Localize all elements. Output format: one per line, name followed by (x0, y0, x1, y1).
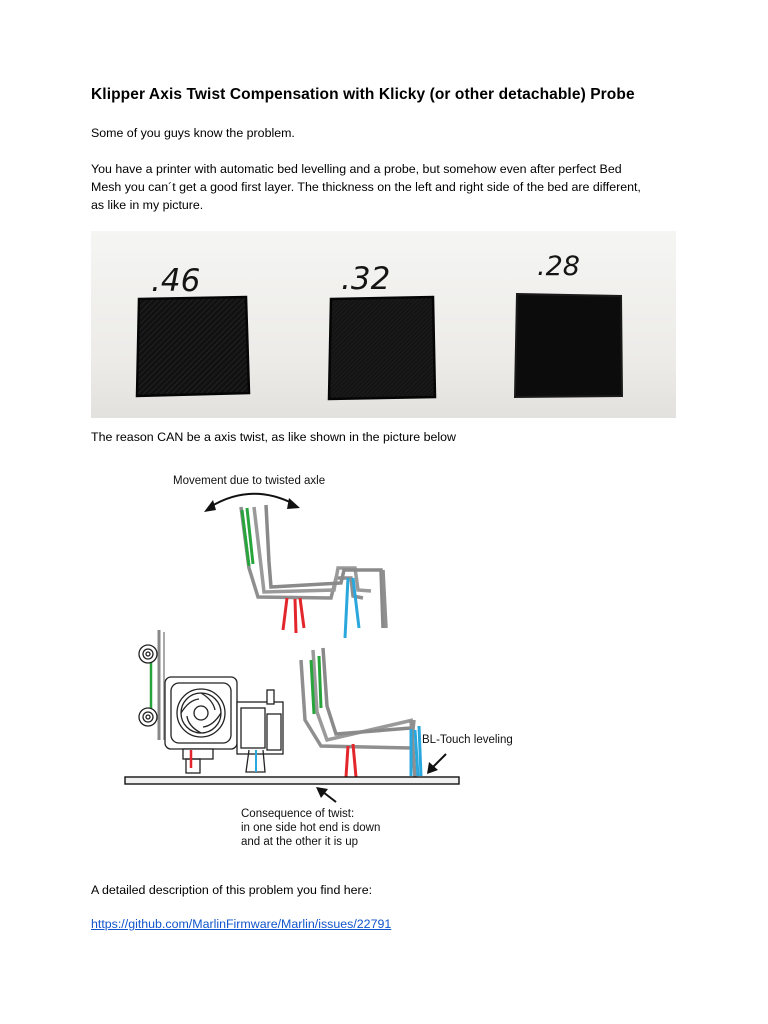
problem-line-2: Mesh you can´t get a good first layer. The thickness on the left and right side of the bed are different, (91, 180, 641, 194)
consequence-text (241, 808, 384, 848)
description-paragraph: A detailed description of this problem you find here: (91, 883, 373, 897)
document-title: Klipper Axis Twist Compensation with Klicky (or other detachable) Probe (91, 86, 635, 103)
photo-label-2: .32 (341, 261, 391, 297)
print-square-1 (137, 297, 249, 396)
print-square-3 (515, 294, 622, 397)
problem-paragraph (91, 160, 691, 214)
photo-label-3: .28 (537, 251, 580, 282)
bltouch-arrow-icon (427, 754, 446, 774)
problem-line-3: as like in my picture. (91, 198, 204, 212)
curved-arrow-icon (204, 494, 300, 512)
movement-label: Movement due to twisted axle (173, 475, 326, 487)
consequence-line-2: in one side hot end is down (241, 822, 381, 834)
consequence-arrow-icon (316, 787, 336, 802)
consequence-line-3: and at the other it is up (241, 836, 358, 848)
upper-carriage-frame (241, 505, 386, 628)
lower-nozzle-lines (346, 744, 356, 777)
print-bed (125, 777, 459, 784)
upper-nozzle-lines (283, 598, 304, 633)
bltouch-label: BL-Touch leveling (422, 734, 513, 746)
github-issue-link[interactable]: https://github.com/MarlinFirmware/Marlin/issues/22791 (91, 917, 392, 931)
consequence-line-1: Consequence of twist: (241, 808, 355, 820)
intro-paragraph: Some of you guys know the problem. (91, 126, 295, 140)
test-print-photo (91, 231, 676, 418)
reason-paragraph: The reason CAN be a axis twist, as like shown in the picture below (91, 430, 457, 444)
photo-label-1: .46 (151, 263, 201, 299)
hotend-assembly (139, 630, 283, 773)
axis-twist-diagram (91, 450, 551, 860)
print-square-2 (329, 297, 435, 399)
problem-line-1: You have a printer with automatic bed levelling and a probe, but somehow even after perfect Bed (91, 162, 622, 176)
